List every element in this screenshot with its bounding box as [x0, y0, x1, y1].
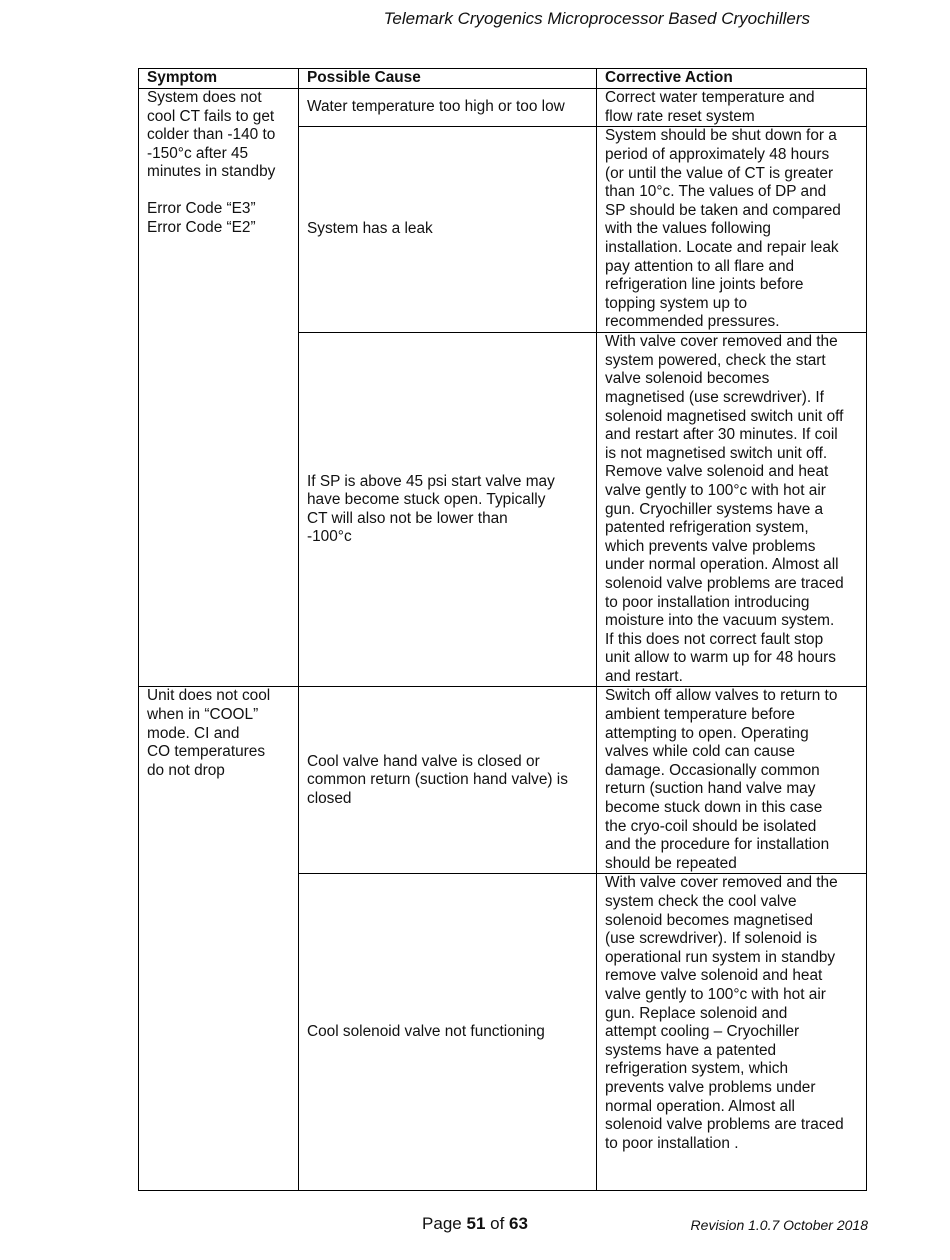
cause-cell: Cool valve hand valve is closed or common return (suction hand valve) is closed: [299, 687, 597, 874]
page-of: of: [485, 1214, 510, 1233]
symptom-line: System does not: [147, 89, 262, 106]
symptom-line: CO temperatures: [147, 743, 266, 761]
cause-cell: Water temperature too high or too low: [299, 89, 597, 127]
page-prefix: Page: [422, 1214, 467, 1233]
cause-cell: System has a leak: [299, 127, 597, 333]
action-cell: Switch off allow valves to return to ambient temperature before attempting to open. Operating valves while cold can cause damage. Occasionally common return (suction hand valve may become stuck down in this case the cryo-coil should be isolated and the procedure for installation should be repeated: [597, 687, 867, 874]
column-header-symptom: Symptom: [139, 69, 299, 89]
symptom-cell: [139, 687, 299, 1191]
symptom-line: mode. CI and: [147, 724, 240, 742]
symptom-line: cool CT fails to get: [147, 107, 275, 125]
symptom-line: Error Code “E3”: [147, 199, 256, 217]
column-header-corrective-action: Corrective Action: [597, 69, 867, 89]
action-cell: System should be shut down for a period of approximately 48 hours (or until the value of CT is greater than 10°c. The values of DP and SP should be taken and compared with the values following installation. Locate and repair leak pay attention to all flare and refrigeration line joints before topping system up to recommended pressures.: [597, 127, 867, 333]
page-current: 51: [466, 1214, 486, 1233]
table-header-row: [139, 69, 867, 89]
page-total: 63: [509, 1214, 528, 1233]
symptom-line: -150°c after 45: [147, 144, 249, 162]
troubleshooting-table: [138, 68, 867, 1191]
symptom-line: colder than -140 to: [147, 126, 276, 144]
revision-label: Revision 1.0.7 October 2018: [690, 1217, 868, 1233]
symptom-line: [147, 182, 290, 200]
action-cell: Correct water temperature and flow rate reset system: [597, 89, 867, 127]
symptom-cell: [139, 89, 299, 687]
action-cell: With valve cover removed and the system powered, check the start valve solenoid becomes magnetised (use screwdriver). If solenoid magnetised switch unit off and restart after 30 minutes. If coil is not magnetised switch unit off. Remove valve solenoid and heat valve gently to 100°c with hot air gun. Cryochiller systems have a patented refrigeration system, which prevents valve problems under normal operation. Almost all solenoid valve problems are traced to poor installation introducing moisture into the vacuum system. If this does not correct fault stop unit allow to warm up for 48 hours and restart.: [597, 333, 867, 687]
table-row: [139, 687, 867, 874]
column-header-possible-cause: Possible Cause: [299, 69, 597, 89]
cause-cell: If SP is above 45 psi start valve may have become stuck open. Typically CT will also not be lower than -100°c: [299, 333, 597, 687]
symptom-line: minutes in standby: [147, 163, 276, 181]
action-cell: With valve cover removed and the system check the cool valve solenoid becomes magnetised (use screwdriver). If solenoid is operational run system in standby remove valve solenoid and heat valve gently to 100°c with hot air gun. Replace solenoid and attempt cooling – Cryochiller systems have a patented refrigeration system, which prevents valve problems under normal operation. Almost all solenoid valve problems are traced to poor installation .: [597, 874, 867, 1191]
page-header-title: Telemark Cryogenics Microprocessor Based Cryochillers: [383, 9, 810, 28]
symptom-line: Error Code “E2”: [147, 218, 256, 236]
table-row: [139, 89, 867, 127]
symptom-line: Unit does not cool: [147, 687, 271, 705]
cause-cell: Cool solenoid valve not functioning: [299, 874, 597, 1191]
symptom-line: when in “COOL”: [147, 706, 259, 724]
symptom-line: do not drop: [147, 761, 225, 779]
